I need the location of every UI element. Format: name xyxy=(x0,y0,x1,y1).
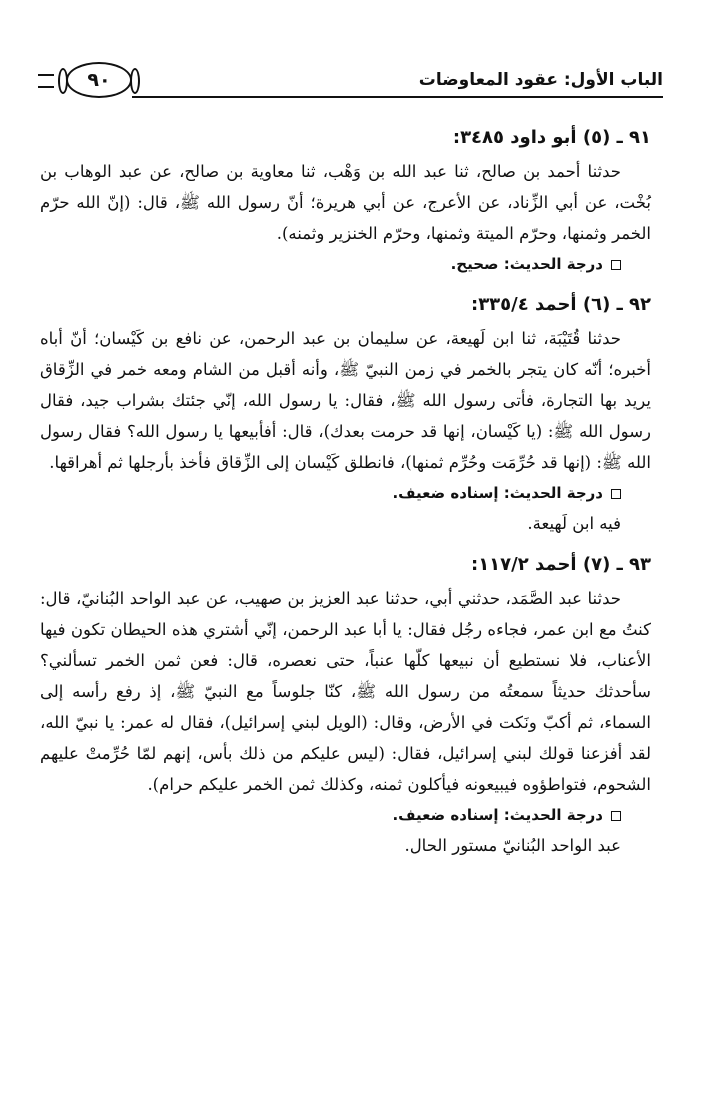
square-bullet-icon xyxy=(611,489,621,499)
page-number-ornament xyxy=(38,60,134,100)
hadith-title: ٩٣ ـ (٧) أحمد ١١٧/٢: xyxy=(470,554,651,575)
page-header xyxy=(32,60,663,104)
page-number: ٩٠ xyxy=(66,62,132,98)
chapter-title: الباب الأول: عقود المعاوضات xyxy=(418,70,663,90)
hadith-title: ٩٢ ـ (٦) أحمد ٣٣٥/٤: xyxy=(470,294,651,315)
hadith-text: حدثنا أحمد بن صالح، ثنا عبد الله بن وَهْب، ثنا معاوية بن صالح، عن عبد الوهاب بن بُخْت، عن أبي الزِّناد، عن الأعرج، عن أبي هريرة؛ أنّ رسول الله ﷺ، قال: (إنّ الله حرّم الخمر وثمنها، وحرّم الميتة وثمنها، وحرّم الخنزير وثمنه). xyxy=(40,162,651,243)
hadith-grade xyxy=(40,249,651,279)
hadith-text: حدثنا قُتَيْبَة، ثنا ابن لَهيعة، عن سليمان بن عبد الرحمن، عن نافع بن كَيْسان؛ أنّ أباه أخبره؛ أنّه كان يتجر بالخمر في زمن النبيّ ﷺ، وأنه أقبل من الشام ومعه خمر في الزِّقاق يريد بها التجارة، فأتى رسول الله ﷺ، فقال: يا رسول الله، إنّي جئتك بشراب جيد، فقال رسول الله ﷺ: (يا كَيْسان، إنها قد حرمت بعدك)، قال: أفأبيعها يا رسول الله؟ فقال رسول الله ﷺ: (إنها قد حُرِّمَت وحُرِّم ثمنها)، فانطلق كَيْسان إلى الزِّقاق فأخذ بأرجلها ثم أهراقها. xyxy=(40,329,651,472)
grade-note: عبد الواحد البُنانيّ مستور الحال. xyxy=(404,836,621,855)
grade-text: درجة الحديث: إسناده ضعيف. xyxy=(392,484,603,502)
grade-text: درجة الحديث: إسناده ضعيف. xyxy=(392,806,603,824)
hadith-grade xyxy=(40,478,651,508)
header-rule xyxy=(132,96,663,98)
page-content xyxy=(40,120,651,861)
square-bullet-icon xyxy=(611,260,621,270)
hadith-title: ٩١ ـ (٥) أبو داود ٣٤٨٥: xyxy=(452,127,651,148)
grade-note: فيه ابن لَهيعة. xyxy=(527,514,621,533)
ornament-lines xyxy=(38,74,54,88)
grade-text: درجة الحديث: صحيح. xyxy=(450,255,603,273)
hadith-grade xyxy=(40,800,651,830)
hadith-text: حدثنا عبد الصَّمَد، حدثني أبي، حدثنا عبد العزيز بن صهيب، عن عبد الواحد البُنانيّ، قال: كنتُ مع ابن عمر، فجاءه رجُل فقال: يا أبا عبد الرحمن، إنّي أشتري هذه الحيطان تكون فيها الأعناب، فلا نستطيع أن نبيعها كلّها عنباً، حتى نعصره، قال: فعن ثمن الخمر تسألني؟ سأحدثك حديثاً سمعتُه من رسول الله ﷺ، كنّا جلوساً مع النبيّ ﷺ، إذ رفع رأسه إلى السماء، ثم أكبّ ونَكت في الأرض، وقال: (الويل لبني إسرائيل)، فقال له عمر: يا نبيّ الله، لقد أفزعنا قولك لبني إسرائيل، فقال: (ليس عليكم من ذلك بأس، إنهم لمّا حُرِّمتْ عليهم الشحوم، فتواطؤوه فيبيعونه فيأكلون ثمنه، وكذلك ثمن الخمر عليكم حرام). xyxy=(40,589,651,794)
square-bullet-icon xyxy=(611,811,621,821)
